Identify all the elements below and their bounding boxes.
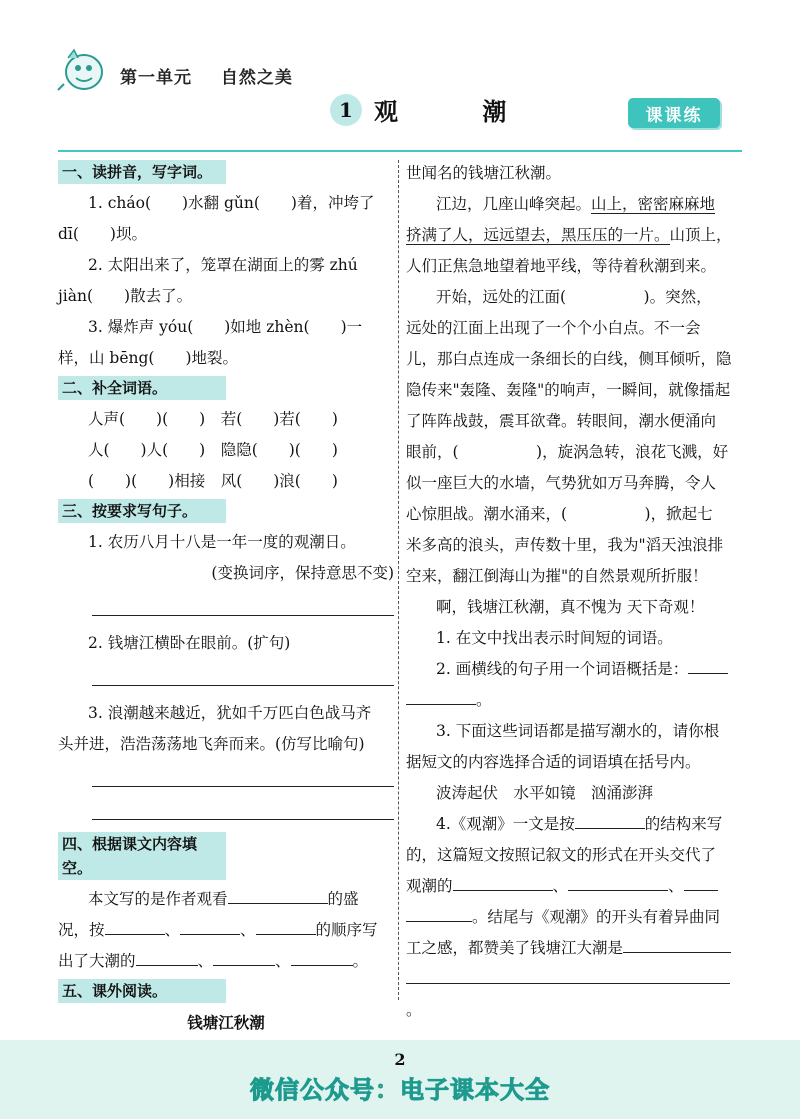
answer-line[interactable] — [92, 595, 394, 616]
s4-text: 本文写的是作者观看 — [88, 890, 228, 908]
fill-blank[interactable] — [568, 876, 668, 891]
wechat-watermark: 微信公众号：电子课本大全 — [250, 1076, 550, 1104]
reading-text: 世闻名的钱塘江秋潮。 — [406, 164, 562, 182]
question-text: 。 — [406, 1001, 422, 1019]
fill-blank[interactable] — [228, 889, 328, 904]
reading-text: 人们正焦急地望着地平线，等待着秋潮到来。 — [406, 257, 717, 275]
fill-blank[interactable] — [406, 907, 472, 922]
reading-text — [406, 220, 744, 251]
question-4 — [406, 809, 744, 840]
s3-line1: 1. 农历八月十八是一年一度的观潮日。 — [88, 533, 356, 551]
s4-line1 — [58, 884, 394, 915]
question-3-cont: 据短文的内容选择合适的词语填在括号内。 — [406, 753, 701, 771]
s4-text: 的盛 — [327, 890, 359, 908]
mascot-illustration — [56, 44, 112, 98]
question-text: 2. 画横线的句子用一个词语概括是： — [436, 660, 689, 678]
reading-text: 儿，那白点连成一条细长的白线，侧耳倾听，隐 — [406, 350, 732, 368]
fill-blank[interactable] — [291, 951, 353, 966]
s4-sep: 、 — [240, 921, 256, 939]
reading-text: 空来，翻江倒海山为摧"的自然景观所折服！ — [406, 567, 708, 585]
question-3: 3. 下面这些词语都是描写潮水的，请你根 — [436, 722, 720, 740]
reading-text: 米多高的浪头，声传数十里，我为"滔天浊浪排 — [406, 536, 724, 554]
page-number: 2 — [394, 1050, 406, 1069]
lesson-number: 1 — [330, 94, 362, 126]
fill-blank[interactable] — [256, 920, 316, 935]
s1-line2: dī( )坝。 — [58, 225, 147, 243]
s4-text: 的顺序写 — [315, 921, 378, 939]
s2-line3: ( )( )相接 风( )浪( ) — [88, 472, 338, 490]
question-text: 。 — [476, 691, 492, 709]
fill-blank[interactable] — [213, 951, 275, 966]
reading-text: 眼前，( )，旋涡急转，浪花飞溅，好 — [406, 443, 729, 461]
fill-blank[interactable] — [180, 920, 240, 935]
fill-blank[interactable] — [453, 876, 553, 891]
s4-text: 况，按 — [58, 921, 105, 939]
reading-text: 似一座巨大的水墙，气势犹如万马奔腾，令人 — [406, 474, 717, 492]
question-sep: 、 — [668, 877, 684, 895]
answer-line[interactable] — [92, 665, 394, 686]
reading-text: 江边，几座山峰突起。 — [436, 195, 592, 213]
question-2-cont — [406, 685, 744, 716]
header-divider — [58, 150, 742, 152]
unit-name: 自然之美 — [220, 68, 293, 88]
underlined-sentence: 山上，密密麻麻地 — [591, 195, 716, 213]
s4-line2 — [58, 915, 394, 946]
s4-text: 出了大潮的 — [58, 952, 136, 970]
question-1: 1. 在文中找出表示时间短的词语。 — [436, 629, 673, 647]
s2-line1: 人声( )( ) 若( )若( ) — [88, 410, 338, 428]
s3-note: (变换词序，保持意思不变) — [211, 564, 394, 582]
question-sep: 、 — [552, 877, 569, 895]
question-4-cont: 的，这篇短文按照记叙文的形式在开头交代了 — [406, 846, 717, 864]
reading-title: 钱塘江秋潮 — [187, 1013, 265, 1032]
s1-line1: 1. cháo( )水翻 gǔn( )着，冲垮了 — [88, 194, 375, 212]
reading-text: 啊，钱塘江秋潮，真不愧为 天下奇观！ — [436, 598, 705, 616]
question-text: 4.《观潮》一文是按 — [436, 815, 575, 833]
s1-line4: jiàn( )散去了。 — [58, 287, 193, 305]
section-heading-2: 二、补全词语。 — [58, 376, 226, 400]
question-4-cont — [406, 964, 744, 1026]
unit-label: 第一单元 — [120, 68, 192, 88]
question-4-cont — [406, 871, 744, 902]
lesson-title-block — [330, 92, 544, 127]
unit-header — [120, 63, 315, 88]
reading-text — [406, 189, 744, 220]
s3-line4: 头并进，浩浩荡荡地飞奔而来。(仿写比喻句) — [58, 735, 365, 753]
reading-text: 远处的江面上出现了一个个小白点。不一会 — [406, 319, 701, 337]
answer-line[interactable] — [92, 799, 394, 820]
fill-blank[interactable] — [623, 938, 731, 953]
fill-blank[interactable] — [684, 876, 718, 891]
answer-line[interactable] — [92, 766, 394, 787]
section-heading-4: 四、根据课文内容填空。 — [58, 832, 226, 880]
s4-line3 — [58, 946, 394, 977]
section-heading-5: 五、课外阅读。 — [58, 979, 226, 1003]
fill-blank[interactable] — [406, 690, 476, 705]
question-4-cont — [406, 902, 744, 933]
left-column — [58, 158, 394, 1069]
s1-line5: 3. 爆炸声 yóu( )如地 zhèn( )一 — [88, 318, 363, 336]
section-heading-1: 一、读拼音，写字词。 — [58, 160, 226, 184]
s4-sep: 、 — [275, 952, 291, 970]
question-text: 。结尾与《观潮》的开头有着异曲同 — [472, 908, 721, 926]
exercise-badge: 课课练 — [628, 98, 720, 128]
section-heading-3: 三、按要求写句子。 — [58, 499, 226, 523]
reading-text: 隐传来"轰隆、轰隆"的响声，一瞬间，就像擂起 — [406, 381, 731, 399]
reading-text: 开始，远处的江面( )。突然， — [436, 288, 712, 306]
fill-blank[interactable] — [688, 659, 728, 674]
right-column — [406, 158, 744, 1026]
underlined-sentence: 挤满了人，远远望去，黑压压的一片。 — [406, 226, 670, 244]
s1-line3: 2. 太阳出来了，笼罩在湖面上的雾 zhú — [88, 256, 358, 274]
question-text: 工之感，都赞美了钱塘江大潮是 — [406, 939, 624, 957]
question-text: 观潮的 — [406, 877, 453, 895]
question-2 — [406, 654, 744, 685]
s3-line2: 2. 钱塘江横卧在眼前。(扩句) — [88, 634, 291, 652]
fill-blank[interactable] — [406, 969, 730, 984]
fill-blank[interactable] — [575, 814, 645, 829]
s3-line3: 3. 浪潮越来越近，犹如千万匹白色战马齐 — [88, 704, 372, 722]
s4-sep: 、 — [164, 921, 181, 939]
fill-blank[interactable] — [105, 920, 165, 935]
reading-text: 心惊胆战。潮水涌来，( )，掀起七 — [406, 505, 713, 523]
question-4-cont — [406, 933, 744, 964]
column-divider — [398, 160, 399, 1000]
reading-text: 山顶上， — [669, 226, 732, 244]
s2-line2: 人( )人( ) 隐隐( )( ) — [88, 441, 338, 459]
reading-text: 了阵阵战鼓，震耳欲聋。转眼间，潮水便涌向 — [406, 412, 717, 430]
s1-line6: 样，山 bēng( )地裂。 — [58, 349, 239, 367]
s4-text: 。 — [352, 952, 369, 970]
s4-sep: 、 — [197, 952, 214, 970]
question-text: 的结构来写 — [644, 815, 723, 833]
fill-blank[interactable] — [136, 951, 198, 966]
word-options: 波涛起伏 水平如镜 汹涌澎湃 — [436, 784, 654, 802]
lesson-title: 观 潮 — [374, 97, 545, 126]
